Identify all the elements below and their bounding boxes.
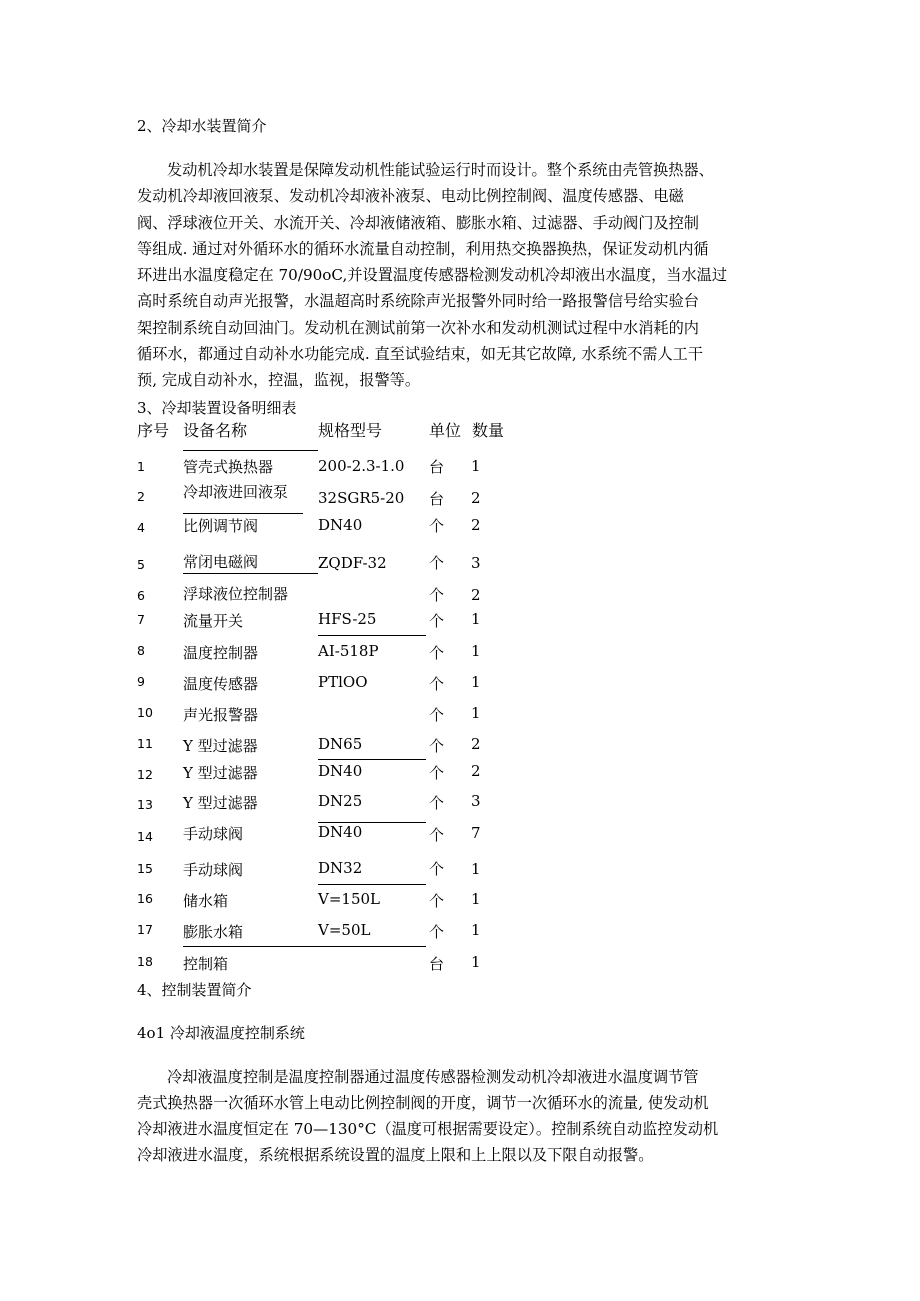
paragraph-line: 循环水，都通过自动补水功能完成. 直至试验结束，如无其它故障, 水系统不需人工干 bbox=[137, 345, 704, 364]
row-equipment-name: 手动球阀 bbox=[183, 825, 244, 843]
row-spec: DN40 bbox=[318, 516, 363, 534]
table-row bbox=[0, 642, 920, 672]
row-equipment-name: 手动球阀 bbox=[183, 861, 244, 879]
row-equipment-name: 温度控制器 bbox=[183, 644, 259, 662]
row-unit: 个 bbox=[429, 706, 445, 724]
row-spec: HFS-25 bbox=[318, 610, 377, 628]
table-header-name: 设备名称 bbox=[183, 421, 248, 440]
row-spec: V=50L bbox=[318, 921, 371, 939]
table-row bbox=[0, 484, 920, 514]
table-rule bbox=[183, 573, 318, 574]
row-spec: 32SGR5-20 bbox=[318, 489, 405, 507]
table-row bbox=[0, 890, 920, 920]
row-number: 18 bbox=[137, 954, 153, 969]
row-quantity: 1 bbox=[471, 610, 481, 628]
table-row bbox=[0, 673, 920, 703]
section-3-title: 3、冷却装置设备明细表 bbox=[137, 399, 297, 417]
row-number: 15 bbox=[137, 861, 153, 876]
row-spec: DN40 bbox=[318, 823, 363, 841]
row-spec: DN65 bbox=[318, 735, 363, 753]
row-number: 2 bbox=[137, 489, 145, 504]
row-number: 16 bbox=[137, 891, 153, 906]
paragraph-line: 冷却液进水温度恒定在 70—130°C（温度可根据需要设定）。控制系统自动监控发动机 bbox=[137, 1120, 719, 1138]
table-row bbox=[0, 610, 920, 640]
table-rule bbox=[183, 450, 318, 451]
row-quantity: 1 bbox=[471, 704, 481, 722]
row-unit: 台 bbox=[429, 955, 445, 973]
row-spec: PTlOO bbox=[318, 673, 368, 691]
row-number: 6 bbox=[137, 588, 145, 603]
row-spec: DN25 bbox=[318, 792, 363, 810]
table-rule bbox=[318, 822, 426, 823]
row-unit: 个 bbox=[429, 586, 445, 604]
table-row bbox=[0, 583, 920, 613]
row-number: 17 bbox=[137, 922, 153, 937]
row-spec: 200-2.3-1.0 bbox=[318, 457, 405, 475]
row-equipment-name: 常闭电磁阀 bbox=[183, 553, 259, 571]
row-spec: DN32 bbox=[318, 859, 363, 877]
paragraph-line: 冷却液温度控制是温度控制器通过温度传感器检测发动机冷却液进水温度调节管 bbox=[167, 1068, 699, 1086]
row-unit: 个 bbox=[429, 517, 445, 535]
row-equipment-name: 比例调节阀 bbox=[183, 517, 259, 535]
section-2-title: 2、冷却水装置简介 bbox=[137, 117, 267, 135]
row-number: 14 bbox=[137, 829, 153, 844]
row-unit: 个 bbox=[429, 892, 445, 910]
paragraph-line: 冷却液进水温度，系统根据系统设置的温度上限和上上限以及下限自动报警。 bbox=[137, 1146, 654, 1164]
row-unit: 个 bbox=[429, 923, 445, 941]
row-equipment-name: 储水箱 bbox=[183, 892, 229, 910]
paragraph-line: 架控制系统自动回油门。发动机在测试前第一次补水和发动机测试过程中水消耗的内 bbox=[137, 318, 699, 337]
table-rule bbox=[183, 946, 426, 947]
row-unit: 个 bbox=[429, 644, 445, 662]
row-quantity: 1 bbox=[471, 953, 481, 971]
row-quantity: 1 bbox=[471, 673, 481, 691]
row-equipment-name: Y 型过滤器 bbox=[183, 794, 258, 812]
row-equipment-name: Y 型过滤器 bbox=[183, 737, 258, 755]
paragraph-line: 发动机冷却水装置是保障发动机性能试验运行时而设计。整个系统由壳管换热器、 bbox=[167, 161, 714, 179]
row-quantity: 1 bbox=[471, 860, 481, 878]
row-equipment-name: 声光报警器 bbox=[183, 706, 259, 724]
row-equipment-name: 温度传感器 bbox=[183, 675, 259, 693]
table-header-no: 序号 bbox=[137, 421, 170, 440]
row-number: 8 bbox=[137, 643, 145, 658]
table-rule bbox=[318, 635, 426, 636]
table-rule bbox=[318, 759, 426, 760]
row-unit: 台 bbox=[429, 458, 445, 476]
row-spec: AI-518P bbox=[318, 642, 379, 660]
row-number: 7 bbox=[137, 612, 145, 627]
table-row bbox=[0, 762, 920, 792]
table-row bbox=[0, 704, 920, 734]
row-equipment-name: 冷却液进回液泵 bbox=[183, 483, 289, 501]
table-row bbox=[0, 515, 920, 545]
section-4-paragraph bbox=[137, 1064, 787, 1168]
row-unit: 个 bbox=[429, 794, 445, 812]
row-equipment-name: Y 型过滤器 bbox=[183, 764, 258, 782]
table-row bbox=[0, 953, 920, 983]
row-equipment-name: 流量开关 bbox=[183, 612, 244, 630]
table-row bbox=[0, 823, 920, 853]
paragraph-line: 等组成. 通过对外循环水的循环水流量自动控制，利用热交换器换热，保证发动机内循 bbox=[137, 239, 709, 258]
table-row bbox=[0, 552, 920, 582]
paragraph-line: 壳式换热器一次循环水管上电动比例控制阀的开度，调节一次循环水的流量, 使发动机 bbox=[137, 1094, 709, 1112]
paragraph-line: 阀、浮球液位开关、水流开关、冷却液储液箱、膨胀水箱、过滤器、手动阀门及控制 bbox=[137, 213, 699, 232]
row-quantity: 2 bbox=[471, 586, 481, 604]
table-header-spec: 规格型号 bbox=[318, 421, 383, 440]
row-unit: 个 bbox=[429, 612, 445, 630]
section-2-paragraph bbox=[137, 157, 787, 394]
row-quantity: 3 bbox=[471, 792, 481, 810]
row-number: 10 bbox=[137, 705, 153, 720]
row-equipment-name: 管壳式换热器 bbox=[183, 458, 274, 476]
paragraph-line: 发动机冷却液回液泵、发动机冷却液补液泵、电动比例控制阀、温度传感器、电磁 bbox=[137, 187, 684, 206]
table-row bbox=[0, 456, 920, 486]
row-unit: 个 bbox=[429, 764, 445, 782]
row-number: 9 bbox=[137, 674, 145, 689]
table-header-unit: 单位 bbox=[429, 421, 462, 440]
row-unit: 台 bbox=[429, 490, 445, 508]
row-equipment-name: 控制箱 bbox=[183, 955, 229, 973]
row-equipment-name: 浮球液位控制器 bbox=[183, 585, 289, 603]
row-equipment-name: 膨胀水箱 bbox=[183, 923, 244, 941]
row-number: 1 bbox=[137, 459, 145, 474]
paragraph-line: 预, 完成自动补水，控温，监视，报警等。 bbox=[137, 371, 421, 390]
row-unit: 个 bbox=[429, 860, 445, 878]
row-unit: 个 bbox=[429, 826, 445, 844]
row-number: 12 bbox=[137, 767, 153, 782]
row-spec: ZQDF-32 bbox=[318, 554, 387, 572]
row-unit: 个 bbox=[429, 554, 445, 572]
table-row bbox=[0, 735, 920, 765]
row-number: 5 bbox=[137, 557, 145, 572]
row-quantity: 1 bbox=[471, 642, 481, 660]
table-rule bbox=[183, 513, 303, 514]
section-4-subtitle: 4o1 冷却液温度控制系统 bbox=[137, 1024, 305, 1042]
table-row bbox=[0, 921, 920, 951]
row-quantity: 2 bbox=[471, 735, 481, 753]
row-quantity: 2 bbox=[471, 762, 481, 780]
row-number: 13 bbox=[137, 797, 153, 812]
row-number: 4 bbox=[137, 520, 145, 535]
row-unit: 个 bbox=[429, 675, 445, 693]
row-quantity: 7 bbox=[471, 824, 481, 842]
row-spec: V=150L bbox=[318, 890, 380, 908]
table-row bbox=[0, 792, 920, 822]
section-4-title: 4、控制装置简介 bbox=[137, 981, 252, 999]
row-number: 11 bbox=[137, 736, 153, 751]
row-quantity: 3 bbox=[471, 554, 481, 572]
row-quantity: 2 bbox=[471, 516, 481, 534]
paragraph-line: 环进出水温度稳定在 70∕90oC,并设置温度传感器检测发动机冷却液出水温度，当水温过 bbox=[137, 266, 728, 285]
row-quantity: 1 bbox=[471, 890, 481, 908]
table-row bbox=[0, 859, 920, 889]
row-spec: DN40 bbox=[318, 762, 363, 780]
table-header-qty: 数量 bbox=[472, 421, 505, 440]
paragraph-line: 高时系统自动声光报警，水温超高时系统除声光报警外同时给一路报警信号给实验台 bbox=[137, 292, 699, 311]
row-quantity: 2 bbox=[471, 489, 481, 507]
row-quantity: 1 bbox=[471, 921, 481, 939]
row-unit: 个 bbox=[429, 737, 445, 755]
row-quantity: 1 bbox=[471, 457, 481, 475]
table-rule bbox=[318, 884, 426, 885]
